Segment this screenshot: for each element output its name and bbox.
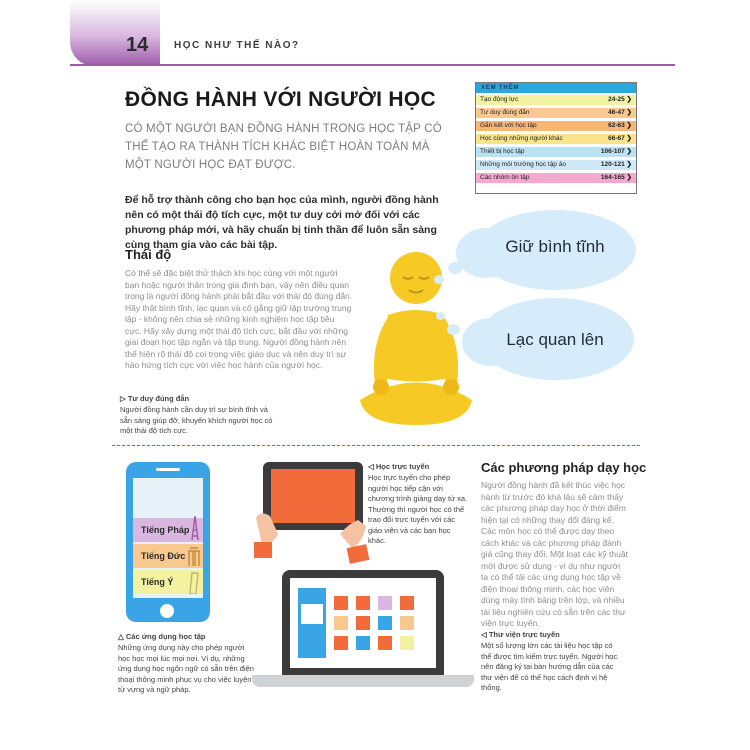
see-also-row[interactable] (476, 95, 636, 105)
book-thumbnail[interactable] (378, 636, 392, 650)
book-thumbnail[interactable] (378, 596, 392, 610)
see-also-row[interactable] (476, 173, 636, 183)
book-thumbnail[interactable] (400, 596, 414, 610)
figure-hand (373, 379, 389, 395)
see-also-row[interactable] (476, 134, 636, 144)
thought-bubble-small (434, 275, 444, 284)
thought-bubble-small (448, 262, 462, 274)
laptop-screen (290, 578, 436, 668)
see-also-heading: XEM THÊM (476, 83, 636, 93)
apps-caption-title: △ Các ứng dụng học tập (118, 632, 206, 641)
attitude-body: Có thể sẽ đặc biệt thử thách khi học cùng với một người bạn hoặc người thân trong gia đình bạn, vậy nên điều quan trọng là người đồng hành phải bắt đầu với thái độ đúng đắn. Hãy thật bình tĩnh, lạc quan và cố gắng giữ lập trường trung lập - không nên chia sẻ những kinh nghiệm học tập tiêu cực. Hãy xây dựng một thái độ tích cực, bắt đầu với những giai đoạn học tập ngắn và tập trung. Người đồng hành nên thể hiện rõ thái độ coi trọng việc giáo dục và nên duy trì sự hào hứng tích cực với việc học hành của người học. (125, 268, 353, 370)
see-also-row[interactable] (476, 147, 636, 157)
see-also-row[interactable] (476, 160, 636, 170)
book-thumbnail[interactable] (334, 636, 348, 650)
see-also-label: Học cùng những người khác (480, 135, 563, 142)
cloud-text-top: Giữ bình tĩnh (505, 237, 605, 256)
eiffel-tower-icon (189, 516, 201, 540)
thought-bubble-small (436, 312, 445, 320)
methods-heading: Các phương pháp dạy học (481, 460, 647, 475)
see-also-box (475, 82, 637, 194)
see-also-pages: 62-63 ❯ (608, 122, 632, 129)
smartphone-illustration (126, 462, 210, 622)
see-also-row[interactable] (476, 121, 636, 131)
online-caption-body: Học trực tuyến cho phép người học tiếp cận với chương trình giảng dạy từ xa. Thường thì người học có thể trao đổi trực tuyến với các giáo viên và các bạn học khác. (368, 473, 468, 545)
library-caption-title: ◁ Thư viện trực tuyến (481, 630, 560, 639)
see-also-pages: 66-67 ❯ (608, 135, 632, 142)
intro-paragraph: Để hỗ trợ thành công cho bạn học của mình, người đồng hành nên có một thái độ tích cực, một tư duy cởi mở đối với các phương pháp mới, và hãy chuẩn bị tinh thần để luôn sẵn sàng cùng tham gia vào các bài tập. (125, 194, 439, 251)
figure-hand (443, 379, 459, 395)
left-hand (256, 513, 278, 544)
attitude-caption-body: Người đồng hành cần duy trì sự bình tĩnh và sẵn sàng giúp đỡ, khuyến khích người học có một thái độ tích cực. (120, 405, 273, 435)
hands-illustration (248, 510, 378, 568)
attitude-caption-title: ▷ Tư duy đúng đắn (120, 394, 190, 403)
book-thumbnail[interactable] (356, 636, 370, 650)
attitude-heading: Thái độ (125, 247, 172, 262)
language-option-italian[interactable]: Tiếng Ý (133, 570, 203, 594)
page-number: 14 (126, 34, 149, 56)
book-thumbnail[interactable] (334, 616, 348, 630)
thought-bubble-small (447, 324, 460, 335)
left-sleeve (254, 542, 272, 558)
book-thumbnail[interactable] (334, 596, 348, 610)
phone-screen (133, 478, 203, 598)
running-title: HỌC NHƯ THẾ NÀO? (174, 40, 300, 51)
laptop-illustration (282, 570, 444, 675)
apps-caption-body: Những ứng dụng này cho phép người học học mọi lúc mọi nơi. Ví dụ, những ứng dụng học ngôn ngữ có sẵn trên điện thoại thông minh phục vụ cho việc luyện từ vựng và ngữ pháp. (118, 643, 254, 694)
home-button[interactable] (160, 604, 174, 618)
see-also-label: Những môi trường học tập ảo (480, 161, 566, 168)
leaning-tower-icon (189, 572, 199, 594)
see-also-label: Các nhóm ôn tập (480, 174, 530, 181)
laptop-base (252, 675, 474, 687)
book-thumbnail[interactable] (378, 616, 392, 630)
library-sidebar-panel (301, 604, 323, 624)
brandenburg-gate-icon (187, 546, 201, 566)
see-also-label: Gắn kết với học tập (480, 122, 537, 129)
header-rule (70, 64, 675, 66)
speaker-icon (156, 468, 180, 471)
library-caption-body: Một số lượng lớn các tài liệu học tập có thể được tìm kiếm trực tuyến. Người học nên đăng ký tại bàn hướng dẫn của các thư viện để có thể học cách định vị hệ thống. (481, 641, 618, 692)
cloud-text-bottom: Lạc quan lên (506, 330, 604, 349)
book-thumbnail[interactable] (400, 616, 414, 630)
see-also-label: Thiết bị học tập (480, 148, 525, 155)
see-also-pages: 46-47 ❯ (608, 109, 632, 116)
language-option-german[interactable]: Tiếng Đức (133, 544, 203, 568)
book-thumbnail[interactable] (356, 616, 370, 630)
book-thumbnail[interactable] (400, 636, 414, 650)
see-also-pages: 120-121 ❯ (600, 161, 632, 168)
page-title: ĐỒNG HÀNH VỚI NGƯỜI HỌC (125, 88, 436, 111)
lead-paragraph: CÓ MỘT NGƯỜI BẠN ĐỒNG HÀNH TRONG HỌC TẬP CÓ THỂ TẠO RA THÀNH TÍCH KHÁC BIỆT HOÀN TOÀN MÀ MỘT NGƯỜI HỌC ĐẠT ĐƯỢC. (125, 123, 442, 171)
see-also-pages: 164-165 ❯ (600, 174, 632, 181)
see-also-label: Tạo động lực (480, 96, 519, 103)
section-divider (112, 445, 640, 446)
online-caption-title: ◁ Học trực tuyến (368, 462, 430, 471)
right-hand (340, 520, 366, 548)
methods-body: Người đồng hành đã kết thúc việc học hành từ trước đó khá lâu sẽ cảm thấy các phương pháp dạy học ở thời điểm hiện tại có những thay đổi đáng kể. Các môn học có thể được dạy theo cách khác và các phương pháp đánh giá cũng thay đổi. Một loạt các kỹ thuật mới được sử dụng - ví dụ như người ta có thể tải các ứng dụng học tập về điện thoại thông minh, các học viên dùng máy tính bảng trên lớp, và nhiều tài liệu nghiên cứu có sẵn trên các thư viện trực tuyến. (481, 480, 628, 628)
figure-torso (383, 310, 449, 382)
language-option-french[interactable]: Tiếng Pháp (133, 518, 203, 542)
see-also-pages: 24-25 ❯ (608, 96, 632, 103)
see-also-pages: 106-107 ❯ (600, 148, 632, 155)
right-sleeve (347, 544, 370, 564)
meditating-figure-illustration (355, 250, 475, 435)
see-also-label: Tư duy đúng đắn (480, 109, 530, 116)
book-thumbnail[interactable] (356, 596, 370, 610)
see-also-row[interactable] (476, 108, 636, 118)
